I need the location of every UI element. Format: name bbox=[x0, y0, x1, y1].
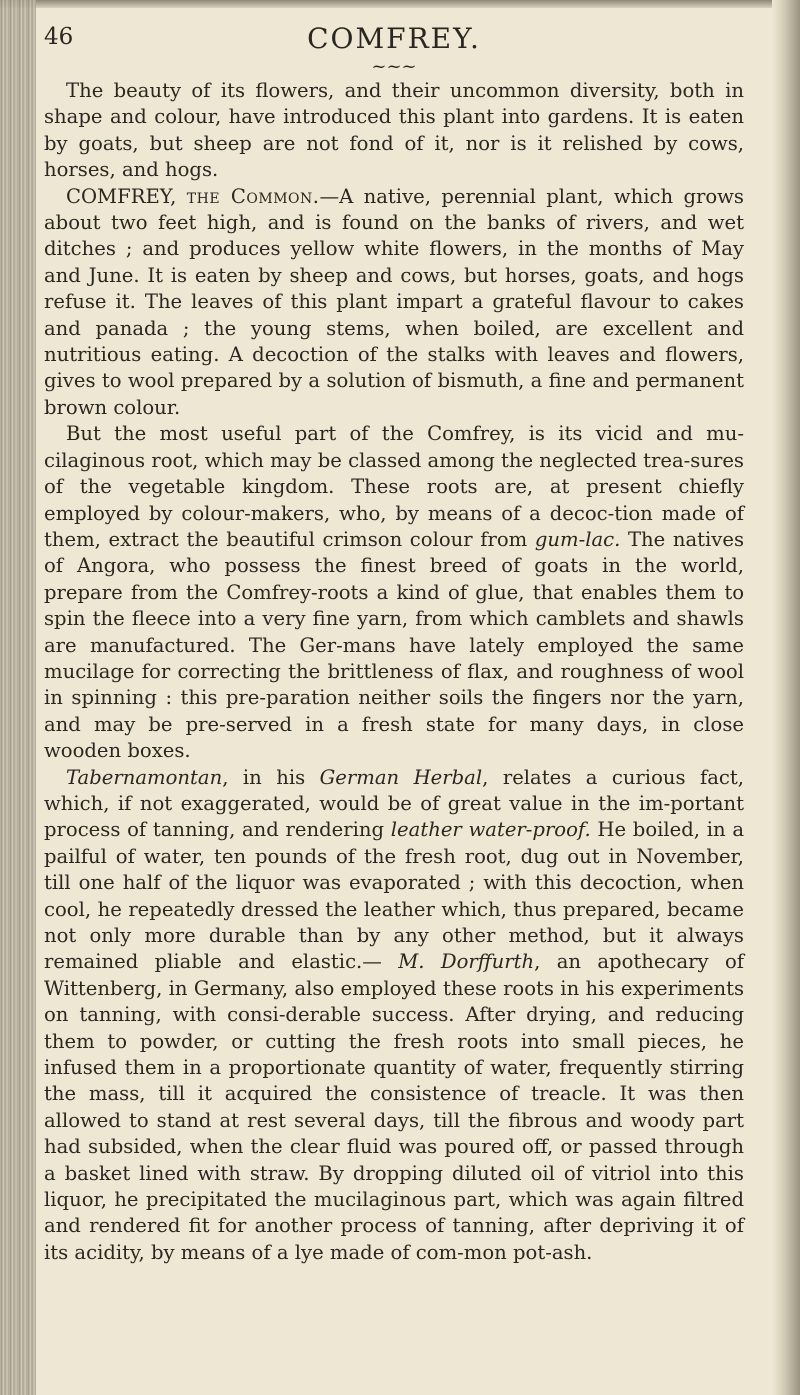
paragraph-3 bbox=[44, 421, 744, 764]
page-number: 46 bbox=[44, 24, 74, 50]
paragraph-text: , relates a curious fact, which, if not exaggerated, would be of great value in the im-portant process of tanning, and rendering bbox=[44, 765, 745, 842]
person-name: M. Dorffurth bbox=[398, 950, 535, 974]
paragraph-text: , an apothecary of Wittenberg, in Germany, also employed these roots in his experiments on tanning, with consi-derable success. After drying, and reducing them to powder, or cutting the fresh roots into small pieces, he infused them in a proportionate quantity of water, frequently stirring the mass, till it acquired the consistence of treacle. It was then allowed to stand at rest several days, till the fibrous and woody part had subsided, when the clear fluid was poured off, or passed through a basket lined with straw. By dropping diluted oil of vitriol into this liquor, he precipitated the mucilaginous part, which was again filtred and rendered fit for another process of tanning, after depriving it of its acidity, by means of a lye made of com-mon pot-ash. bbox=[44, 950, 744, 1264]
paragraph-2 bbox=[44, 184, 744, 422]
entry-subtitle: the Common. bbox=[186, 184, 320, 208]
paragraph-1 bbox=[44, 78, 744, 184]
paragraph-4 bbox=[44, 765, 744, 1267]
author-name: Tabernamontan bbox=[66, 765, 223, 789]
paragraph-text: But the most useful part of the Comfrey, is its vicid and mu-cilaginous root, which may be classed among the neglected trea-sures of the vegetable kingdom. These roots are, at present chiefly employed by colour-makers, who, by means of a decoc-tion made of them, extract the beautiful crimson colour from bbox=[44, 422, 744, 551]
paragraph-text: The natives of Angora, who possess the finest breed of goats in the world, prepare from the Comfrey-roots a kind of glue, that enables them to spin the fleece into a very fine yarn, from which camblets and shawls are manufactured. The Ger-mans have lately employed the same mucilage for correcting the brittleness of flax, and roughness of wool in spinning : this pre-paration neither soils the fingers nor the yarn, and may be pre-served in a fresh state for many days, in close wooden boxes. bbox=[44, 527, 744, 763]
page-right-edge bbox=[772, 0, 800, 1395]
italic-term: leather water-proof. bbox=[390, 818, 591, 842]
page-top-edge bbox=[0, 0, 800, 8]
header-ornament: ~~~ bbox=[371, 56, 417, 77]
book-gutter bbox=[0, 0, 36, 1395]
entry-headword: COMFREY, bbox=[66, 184, 187, 208]
paragraph-text: , in his bbox=[222, 765, 320, 789]
page-header bbox=[44, 14, 744, 58]
book-title: German Herbal bbox=[319, 765, 483, 789]
paragraph-text: He boiled, in a pailful of water, ten pounds of the fresh root, dug out in November, till one half of the liquor was evaporated ; with this decoction, when cool, he repeatedly dressed the leather which, thus prepared, became not only more durable than by any other method, but it always remained pliable and elastic.— bbox=[44, 818, 745, 974]
paragraph-text: The beauty of its flowers, and their uncommon diversity, both in shape and colour, have introduced this plant into gardens. It is eaten by goats, but sheep are not fond of it, nor is it relished by cows, horses, and hogs. bbox=[44, 79, 744, 182]
paragraph-text: —A native, perennial plant, which grows about two feet high, and is found on the banks of rivers, and wet ditches ; and produces yellow white flowers, in the months of May and June. It is eaten by sheep and cows, but horses, goats, and hogs refuse it. The leaves of this plant impart a grateful flavour to cakes and panada ; the young stems, when boiled, are excellent and nutritious eating. A decoction of the stalks with leaves and flowers, gives to wool prepared by a solution of bismuth, a fine and permanent brown colour. bbox=[44, 184, 744, 419]
italic-term: gum-lac. bbox=[534, 527, 621, 551]
book-page bbox=[44, 14, 744, 1266]
running-title: COMFREY. bbox=[307, 22, 481, 55]
